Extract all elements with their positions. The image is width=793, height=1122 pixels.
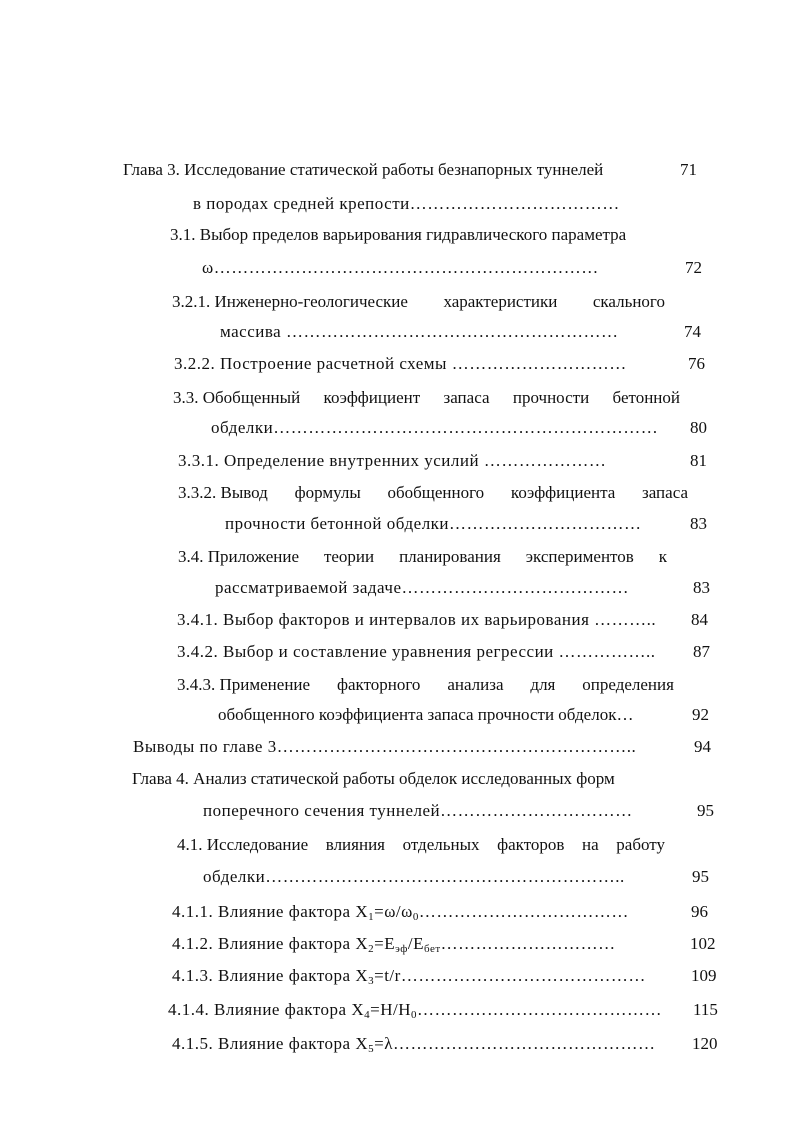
word: 4.1. Исследование [177,835,309,854]
word: для [530,675,556,694]
toc-3-2-1-title-cont: массива ………………………………………………… [220,322,619,341]
text: 4.1.3. Влияние фактора X [172,966,369,985]
word: влияния [325,835,385,854]
toc-3-4-1-title: 3.4.1. Выбор факторов и интервалов их варьирования ……….. [177,610,657,629]
leader-dots: ……………………………… [418,902,629,921]
toc-3-4-title [178,547,667,567]
toc-3-3-2-page: 83 [690,514,707,533]
toc-3-3-page: 80 [690,418,707,437]
toc-ch4-title-cont: поперечного сечения туннелей…………………………… [203,801,633,820]
toc-3-3-2-title-cont: прочности бетонной обделки…………………………… [225,514,642,533]
word: обобщенного [387,483,485,502]
word: определения [582,675,674,694]
text: =λ [374,1034,393,1053]
toc-3-4-3-title-cont: обобщенного коэффициента запаса прочности обделок… [218,705,634,724]
toc-3-3-title-cont: обделки………………………………………………………… [211,418,659,437]
toc-3-2-1-page: 74 [684,322,701,341]
text: =H/H [370,1000,411,1019]
word: отдельных [402,835,480,854]
toc-3-3-2-title [178,483,688,503]
toc-4-1-page: 95 [692,867,709,886]
toc-4-1-5-page: 120 [692,1034,718,1053]
toc-3-3-1-page: 81 [690,451,707,470]
toc-4-1-5-title [172,1034,655,1054]
word: формулы [294,483,361,502]
subscript: 3 [368,975,375,987]
word: характеристики [443,292,558,311]
word: к [658,547,667,566]
word: теории [323,547,375,566]
toc-3-4-3-page: 92 [692,705,709,724]
toc-4-1-4-page: 115 [693,1000,718,1019]
toc-4-1-3-title [172,966,646,986]
text: =t/r [374,966,401,985]
subscript: бет [424,943,441,955]
text: 4.1.1. Влияние фактора X [172,902,369,921]
toc-3-1-title: 3.1. Выбор пределов варьирования гидравлического параметра [170,225,627,244]
subscript: 2 [368,943,375,955]
toc-3-2-2-title: 3.2.2. Построение расчетной схемы ………………………… [174,354,627,373]
word: факторов [497,835,565,854]
toc-3-4-title-cont: рассматриваемой задаче………………………………… [215,578,629,597]
subscript: 5 [368,1043,375,1055]
toc-ch3-page: 71 [680,160,697,179]
word: работу [616,835,665,854]
word: экспериментов [525,547,634,566]
word: 3.3.2. Вывод [178,483,268,502]
toc-conclusions-3-page: 94 [694,737,711,756]
word: анализа [447,675,504,694]
text: =ω/ω [374,902,413,921]
subscript: 4 [364,1009,371,1021]
toc-3-4-2-title: 3.4.2. Выбор и составление уравнения регрессии …………….. [177,642,656,661]
text: /E [407,934,424,953]
toc-4-1-title-cont: обделки…………………………………………………….. [203,867,625,886]
leader-dots: ……………………………………… [392,1034,656,1053]
toc-3-1-page: 72 [685,258,702,277]
leader-dots: ………………………… [440,934,616,953]
toc-3-2-2-page: 76 [688,354,705,373]
toc-3-4-2-page: 87 [693,642,710,661]
text: 4.1.2. Влияние фактора X [172,934,369,953]
toc-ch4-title: Глава 4. Анализ статической работы обделок исследованных форм [132,769,615,788]
toc-3-4-3-title [177,675,674,695]
toc-3-3-title [173,388,680,408]
word: скального [592,292,665,311]
omega-symbol: ω [202,258,214,277]
text: 4.1.4. Влияние фактора X [168,1000,365,1019]
toc-4-1-2-page: 102 [690,934,716,953]
toc-3-3-1-title: 3.3.1. Определение внутренних усилий ………………… [178,451,607,470]
word: прочности [512,388,590,407]
toc-4-1-1-page: 96 [691,902,708,921]
word: факторного [336,675,421,694]
toc-3-4-1-page: 84 [691,610,708,629]
word: коэффициента [510,483,616,502]
toc-4-1-2-title [172,934,616,954]
toc-4-1-4-title [168,1000,662,1020]
leader-dots: …………………………………… [400,966,646,985]
leader-dots: ………………………………………………………… [213,258,599,277]
toc-4-1-1-title [172,902,629,922]
toc-3-4-page: 83 [693,578,710,597]
toc-ch4-page: 95 [697,801,714,820]
toc-ch3-title: Глава 3. Исследование статической работы безнапорных туннелей [123,160,604,179]
subscript: 0 [412,911,419,923]
word: 3.2.1. Инженерно-геологические [172,292,408,311]
text: 4.1.5. Влияние фактора X [172,1034,369,1053]
word: 3.4.3. Применение [177,675,311,694]
word: 3.4. Приложение [178,547,299,566]
word: бетонной [612,388,680,407]
toc-conclusions-3-title: Выводы по главе 3…………………………………………………….. [133,737,637,756]
subscript: 1 [368,911,375,923]
word: планирования [399,547,501,566]
toc-ch3-title-cont: в породах средней крепости……………………………… [193,194,620,213]
subscript: эф [395,943,408,955]
subscript: 0 [410,1009,417,1021]
word: запаса [443,388,490,407]
toc-4-1-title [177,835,665,855]
word: на [582,835,599,854]
word: коэффициент [323,388,421,407]
word: 3.3. Обобщенный [173,388,301,407]
word: запаса [642,483,688,502]
text: =E [374,934,396,953]
leader-dots: …………………………………… [416,1000,662,1019]
toc-3-2-1-title [172,292,665,312]
toc-3-1-title-cont [202,258,599,278]
toc-4-1-3-page: 109 [691,966,717,985]
